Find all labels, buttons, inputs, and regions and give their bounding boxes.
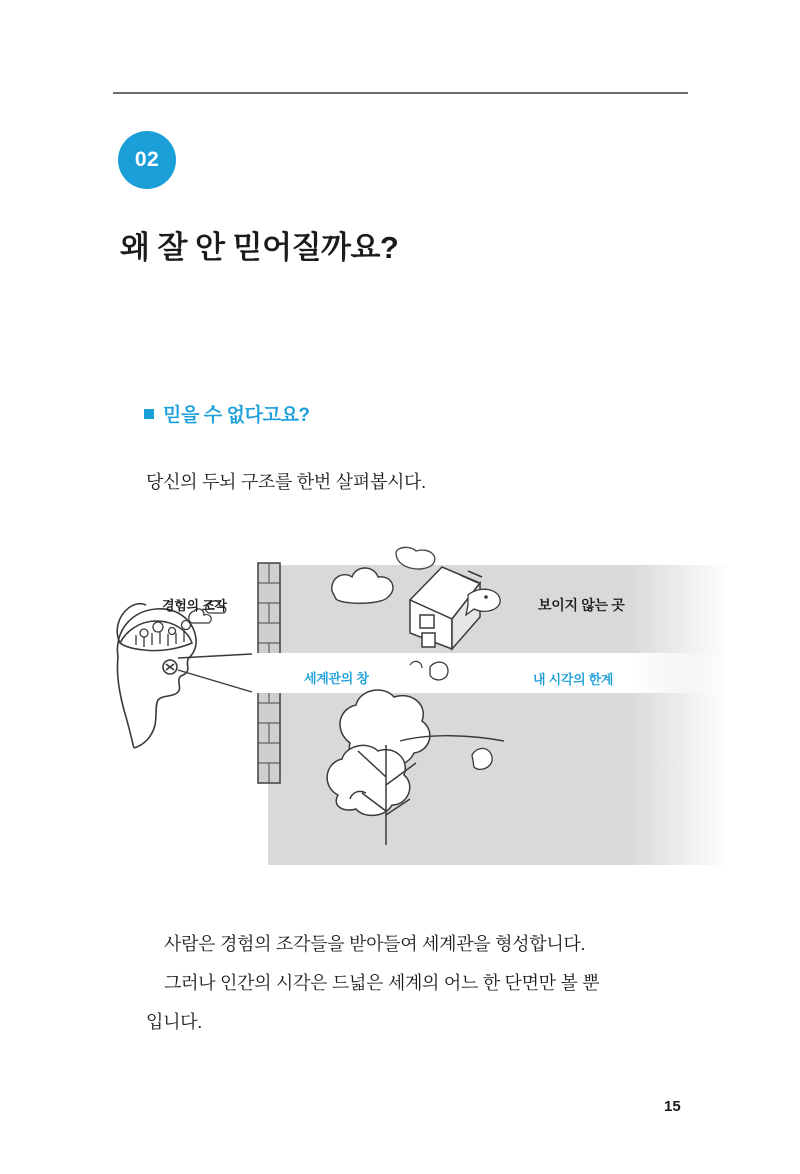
figure-label-limit: 내 시각의 한계	[533, 672, 614, 687]
figure-caption-left: 경험의 조각	[162, 598, 227, 613]
head-profile-icon	[117, 604, 196, 748]
body-line-3: 입니다.	[146, 1012, 202, 1032]
body-line-2: 그러나 인간의 시각은 드넓은 세계의 어느 한 단면만 볼 뿐	[164, 973, 600, 993]
header-divider	[113, 92, 688, 94]
illustration-figure	[100, 545, 730, 885]
page-title: 왜 잘 안 믿어질까요?	[120, 230, 399, 265]
rock-icon	[472, 748, 492, 769]
body-paragraph	[146, 925, 692, 1042]
figure-label-window: 세계관의 창	[304, 671, 369, 686]
body-line-1: 사람은 경험의 조각들을 받아들여 세계관을 형성합니다.	[164, 934, 586, 954]
section-heading	[144, 400, 310, 427]
square-bullet-icon	[144, 409, 154, 419]
page-number: 15	[664, 1098, 681, 1115]
chapter-number-badge: 02	[118, 131, 176, 189]
figure-caption-right: 보이지 않는 곳	[538, 597, 625, 613]
section-heading-label: 믿을 수 없다고요?	[163, 405, 310, 426]
sight-cone	[178, 654, 252, 692]
lead-paragraph: 당신의 두뇌 구조를 한번 살펴봅시다.	[146, 472, 426, 492]
